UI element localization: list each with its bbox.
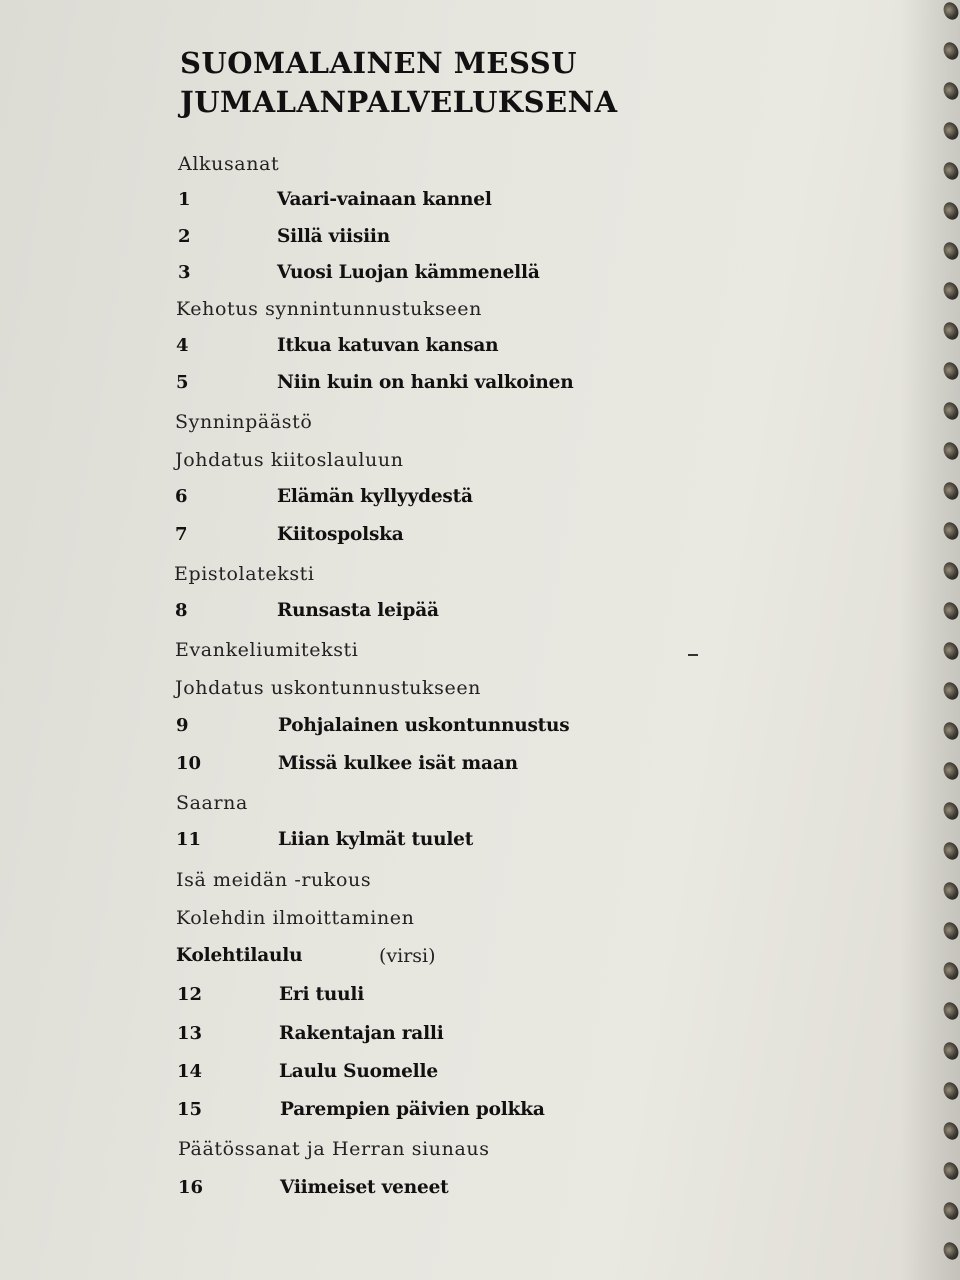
- section-label: Johdatus kiitoslauluun: [175, 449, 404, 471]
- song-number: 12: [177, 984, 203, 1005]
- song-title: Itkua katuvan kansan: [277, 335, 499, 356]
- section-label: Isä meidän -rukous: [176, 869, 372, 891]
- spiral-coil: [941, 280, 960, 302]
- song-number: 14: [177, 1061, 203, 1082]
- song-title: Elämän kyllyydestä: [277, 486, 473, 507]
- spiral-coil: [941, 80, 960, 102]
- spiral-coil: [941, 800, 960, 822]
- song-title: Liian kylmät tuulet: [278, 829, 474, 850]
- spiral-coil: [941, 320, 960, 342]
- spiral-coil: [941, 680, 960, 702]
- song-number: 11: [176, 829, 202, 850]
- spiral-coil: [941, 360, 960, 382]
- spiral-coil: [941, 640, 960, 662]
- song-number: 2: [178, 226, 191, 247]
- spiral-coil: [941, 960, 960, 982]
- section-label: Epistolateksti: [174, 563, 315, 585]
- hymn-note: (virsi): [379, 945, 436, 967]
- song-number: 15: [177, 1099, 203, 1120]
- spiral-coil: [941, 1000, 960, 1022]
- spiral-coil: [941, 1120, 960, 1142]
- spiral-coil: [941, 120, 960, 142]
- spiral-coil: [941, 1080, 960, 1102]
- spiral-coil: [941, 200, 960, 222]
- section-label: Johdatus uskontunnustukseen: [175, 677, 482, 699]
- song-title: Vaari-vainaan kannel: [277, 189, 492, 210]
- song-title: Sillä viisiin: [277, 226, 390, 247]
- page-title-line-1: SUOMALAINEN MESSU: [180, 46, 578, 80]
- spiral-coil: [941, 600, 960, 622]
- spiral-coil: [941, 840, 960, 862]
- section-label: Evankeliumiteksti: [175, 639, 359, 661]
- song-number: 9: [176, 715, 189, 736]
- song-title: Viimeiset veneet: [280, 1177, 449, 1198]
- spiral-coil: [941, 240, 960, 262]
- spiral-coil: [941, 0, 960, 22]
- song-number: 16: [178, 1177, 204, 1198]
- spiral-coil: [941, 40, 960, 62]
- section-label: Alkusanat: [178, 153, 280, 175]
- song-number: 8: [175, 600, 188, 621]
- song-number: 4: [176, 335, 189, 356]
- song-number: 7: [175, 524, 188, 545]
- spiral-coil: [941, 1240, 960, 1262]
- spiral-binding: [938, 0, 960, 1280]
- song-title: Eri tuuli: [279, 984, 365, 1005]
- song-title: Pohjalainen uskontunnustus: [278, 715, 570, 736]
- song-title: Laulu Suomelle: [279, 1061, 438, 1082]
- song-title: Vuosi Luojan kämmenellä: [277, 262, 540, 283]
- spiral-coil: [941, 440, 960, 462]
- spiral-coil: [941, 480, 960, 502]
- section-label: Kolehdin ilmoittaminen: [176, 907, 415, 929]
- spiral-coil: [941, 1160, 960, 1182]
- song-title: Rakentajan ralli: [279, 1023, 444, 1044]
- section-label: Saarna: [176, 792, 248, 814]
- hymn-title: Kolehtilaulu: [176, 945, 303, 966]
- song-number: 6: [175, 486, 188, 507]
- section-label: Kehotus synnintunnustukseen: [176, 298, 482, 320]
- spiral-coil: [941, 1200, 960, 1222]
- spiral-coil: [941, 160, 960, 182]
- spiral-coil: [941, 400, 960, 422]
- song-number: 5: [176, 372, 189, 393]
- song-number: 10: [176, 753, 202, 774]
- song-number: 3: [178, 262, 191, 283]
- song-title: Parempien päivien polkka: [280, 1099, 545, 1120]
- song-title: Runsasta leipää: [277, 600, 439, 621]
- spiral-coil: [941, 520, 960, 542]
- section-label: Päätössanat ja Herran siunaus: [178, 1138, 490, 1160]
- spiral-coil: [941, 720, 960, 742]
- spiral-coil: [941, 560, 960, 582]
- spiral-coil: [941, 920, 960, 942]
- section-label: Synninpäästö: [175, 411, 313, 433]
- song-number: 13: [177, 1023, 203, 1044]
- song-title: Kiitospolska: [277, 524, 404, 545]
- spiral-coil: [941, 1040, 960, 1062]
- spiral-coil: [941, 760, 960, 782]
- stray-mark: [688, 654, 698, 656]
- song-title: Missä kulkee isät maan: [278, 753, 518, 774]
- song-number: 1: [178, 189, 191, 210]
- song-title: Niin kuin on hanki valkoinen: [277, 372, 574, 393]
- page-title-line-2: JUMALANPALVELUKSENA: [180, 85, 618, 119]
- spiral-coil: [941, 880, 960, 902]
